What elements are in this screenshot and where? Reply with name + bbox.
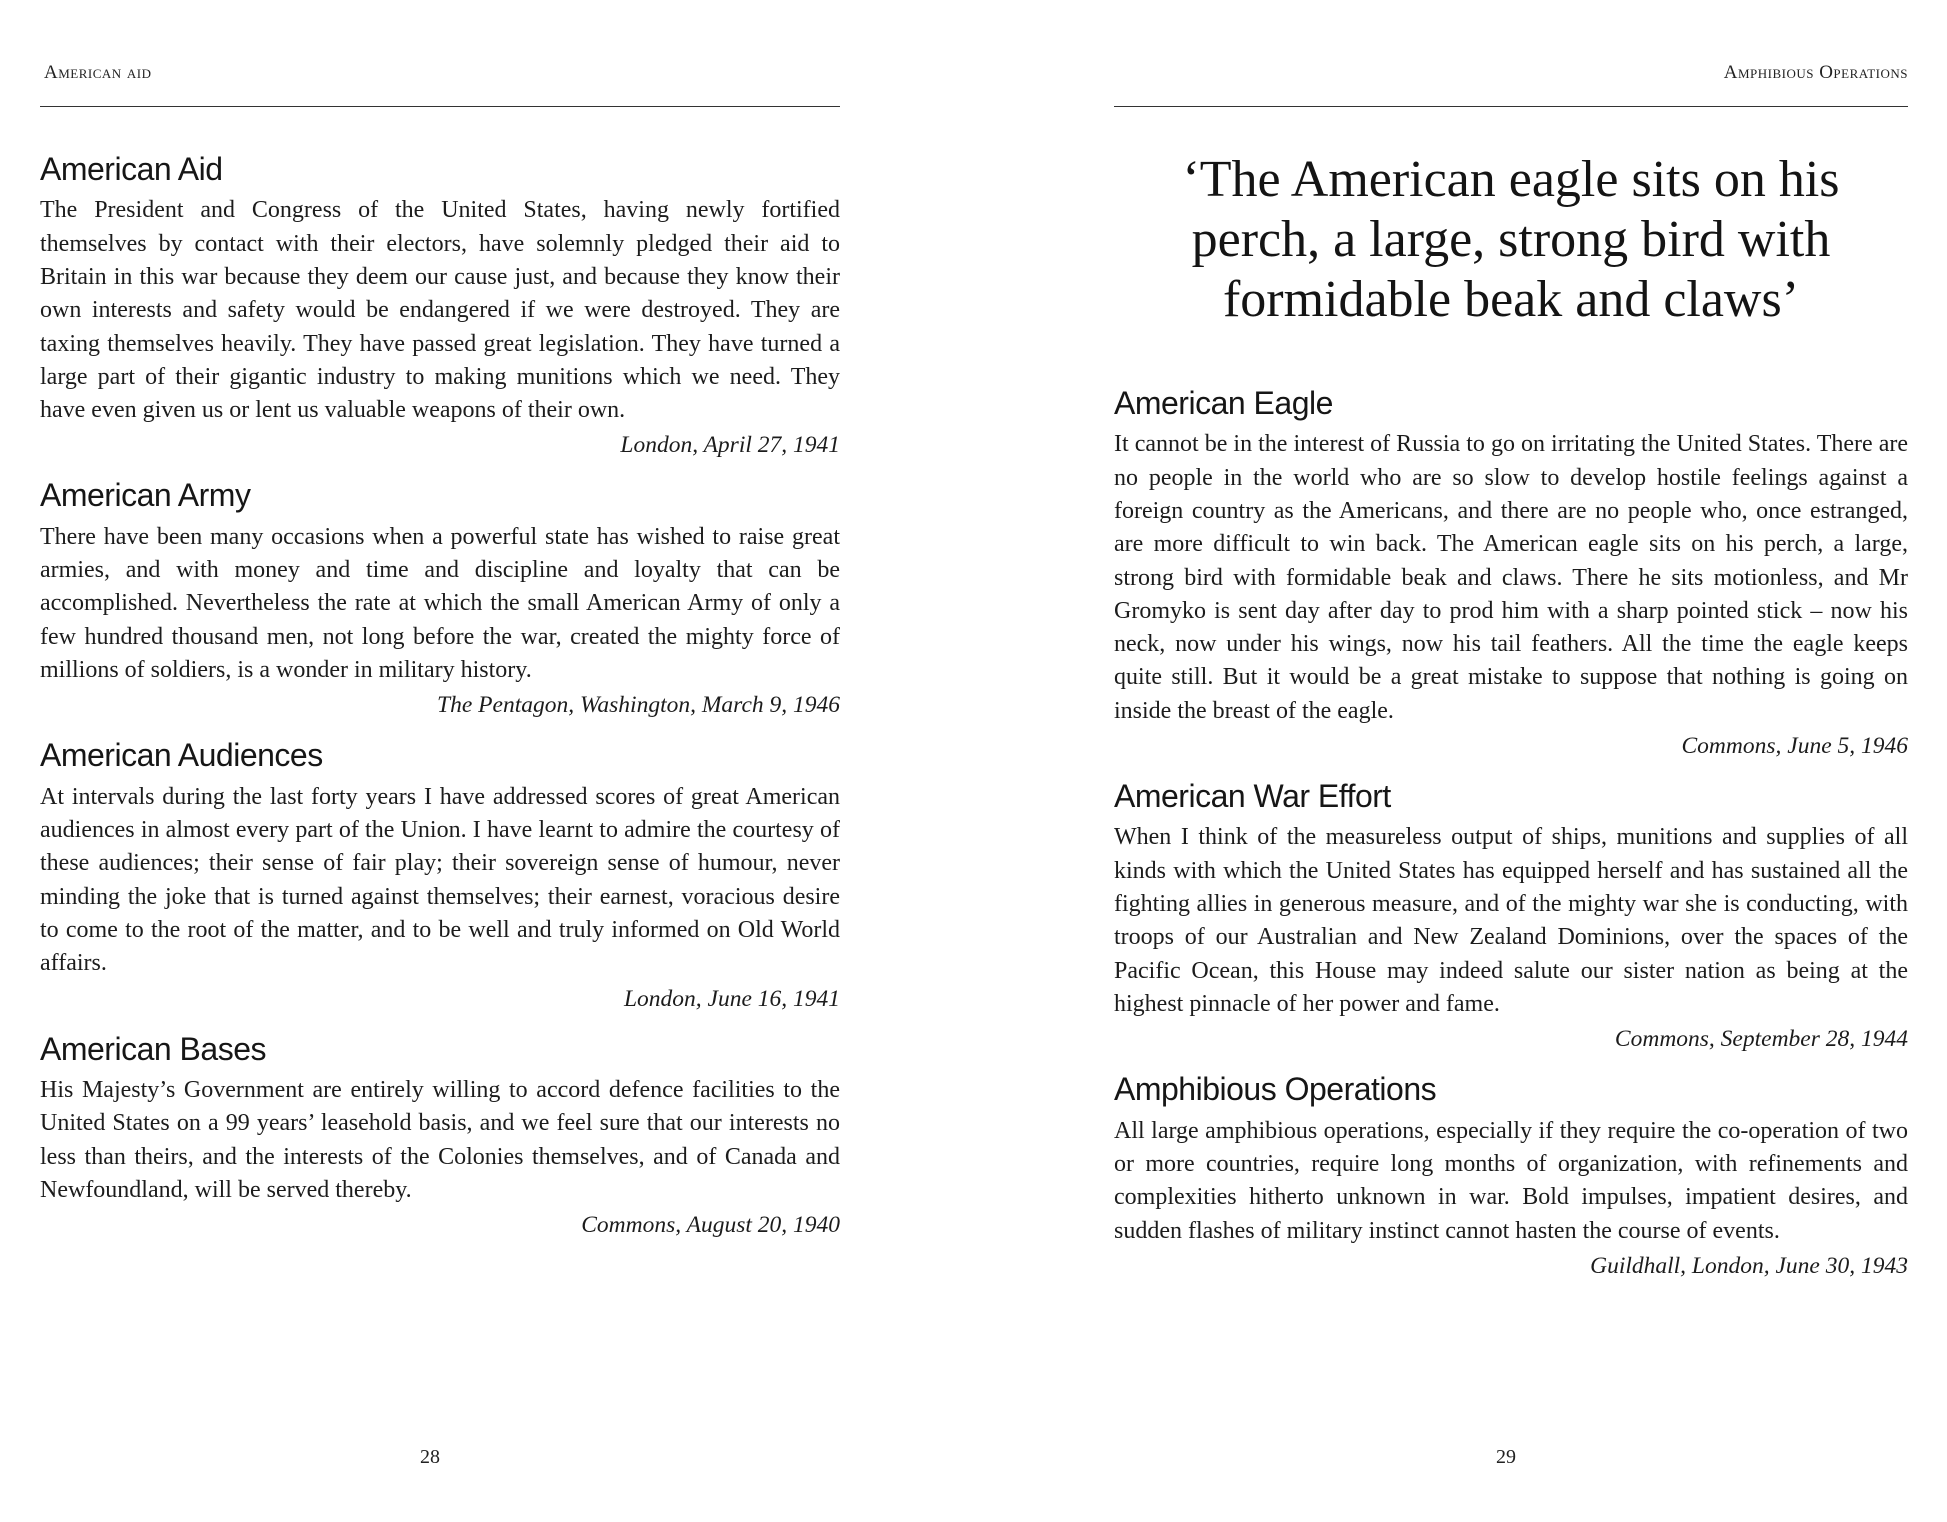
entry-source: London, June 16, 1941	[623, 985, 840, 1012]
header-rule-right	[1114, 106, 1908, 107]
left-entries	[40, 150, 840, 1256]
entry-source: Commons, August 20, 1940	[581, 1212, 840, 1239]
entry-american-eagle	[1114, 384, 1908, 763]
running-head-right: Amphibious Operations	[1723, 62, 1908, 83]
entry-heading: American Audiences	[40, 737, 323, 774]
entry-heading: American Bases	[40, 1030, 266, 1067]
entry-american-audiences	[40, 736, 840, 1015]
right-entries	[1114, 384, 1908, 1297]
entry-american-aid	[40, 150, 840, 462]
page-number-left: 28	[420, 1446, 440, 1468]
right-page	[1114, 0, 1908, 1522]
entry-text: The President and Congress of the United States, having newly fortified themselves by contact with their electors, have solemnly pledged their aid to Britain in this war because they deem our cause just, and because they know their own interests and safety would be endangered if we were destroyed. They are taxing themselves heavily. They have passed great legislation. They have turned a large part of their gigantic industry to making munitions which we need. They have even given us or lent us valuable weapons of their own.	[40, 197, 840, 424]
header-rule-left	[40, 106, 840, 107]
entry-source: London, April 27, 1941	[620, 432, 840, 459]
entry-american-bases	[40, 1030, 840, 1243]
entry-source: The Pentagon, Washington, March 9, 1946	[437, 692, 840, 719]
entry-heading: American War Effort	[1114, 778, 1391, 815]
pull-quote: ‘The American eagle sits on his perch, a large, strong bird with formidable beak and claws’	[1182, 151, 1840, 328]
page-number-right: 29	[1496, 1446, 1516, 1468]
entry-text: At intervals during the last forty years I have addressed scores of great American audiences in almost every part of the Union. I have learnt to admire the courtesy of these audiences; their sense of fair play; their sovereign sense of humour, never minding the joke that is turned against themselves; their earnest, voracious desire to come to the root of the matter, and to be well and truly informed on Old World affairs.	[40, 783, 840, 977]
entry-heading: American Army	[40, 477, 251, 514]
entry-american-war-effort	[1114, 777, 1908, 1056]
left-page	[40, 0, 840, 1522]
entry-text: There have been many occasions when a powerful state has wished to raise great armies, and with money and time and discipline and loyalty that can be accomplished. Nevertheless the rate at which the small American Army of only a few hundred thousand men, not long before the war, created the mighty force of millions of soldiers, is a wonder in military history.	[40, 523, 840, 684]
entry-text: It cannot be in the interest of Russia to go on irritating the United States. There are no people in the world who are so slow to develop hostile feelings against a foreign country as the Americans, and there are no people who, once estranged, are more difficult to win back. The American eagle sits on his perch, a large, strong bird with formidable beak and claws. There he sits motionless, and Mr Gromyko is sent day after day to prod him with a sharp pointed stick – now his neck, now under his wings, now his tail feathers. All the time the eagle keeps quite still. But it would be a great mistake to suppose that nothing is going on inside the breast of the eagle.	[1114, 431, 1908, 724]
entry-heading: American Aid	[40, 151, 223, 187]
entry-heading: Amphibious Operations	[1114, 1071, 1437, 1108]
entry-text: All large amphibious operations, especially if they require the co-operation of two or more countries, require long months of organization, with refinements and complexities hitherto unknown in war. Bold impulses, impatient desires, and sudden flashes of military instinct cannot hasten the course of events.	[1114, 1117, 1908, 1244]
entry-amphibious-operations	[1114, 1070, 1908, 1283]
entry-text: When I think of the measureless output of ships, munitions and supplies of all kinds with which the United States has equipped herself and has sustained all the fighting allies in generous measure, and of the mighty war she is conducting, with troops of our Australian and New Zealand Dominions, over the spaces of the Pacific Ocean, this House may indeed salute our sister nation as being at the highest pinnacle of her power and fame.	[1114, 824, 1908, 1017]
running-head-left: American aid	[44, 62, 152, 83]
entry-text: His Majesty’s Government are entirely willing to accord defence facilities to the United States on a 99 years’ leasehold basis, and we feel sure that our interests no less than theirs, and the interests of the Colonies themselves, and of Canada and Newfoundland, will be served thereby.	[40, 1076, 840, 1203]
entry-source: Commons, June 5, 1946	[1681, 733, 1908, 760]
entry-american-army	[40, 476, 840, 722]
entry-heading: American Eagle	[1114, 385, 1333, 421]
entry-source: Commons, September 28, 1944	[1614, 1026, 1908, 1053]
entry-source: Guildhall, London, June 30, 1943	[1590, 1252, 1908, 1279]
